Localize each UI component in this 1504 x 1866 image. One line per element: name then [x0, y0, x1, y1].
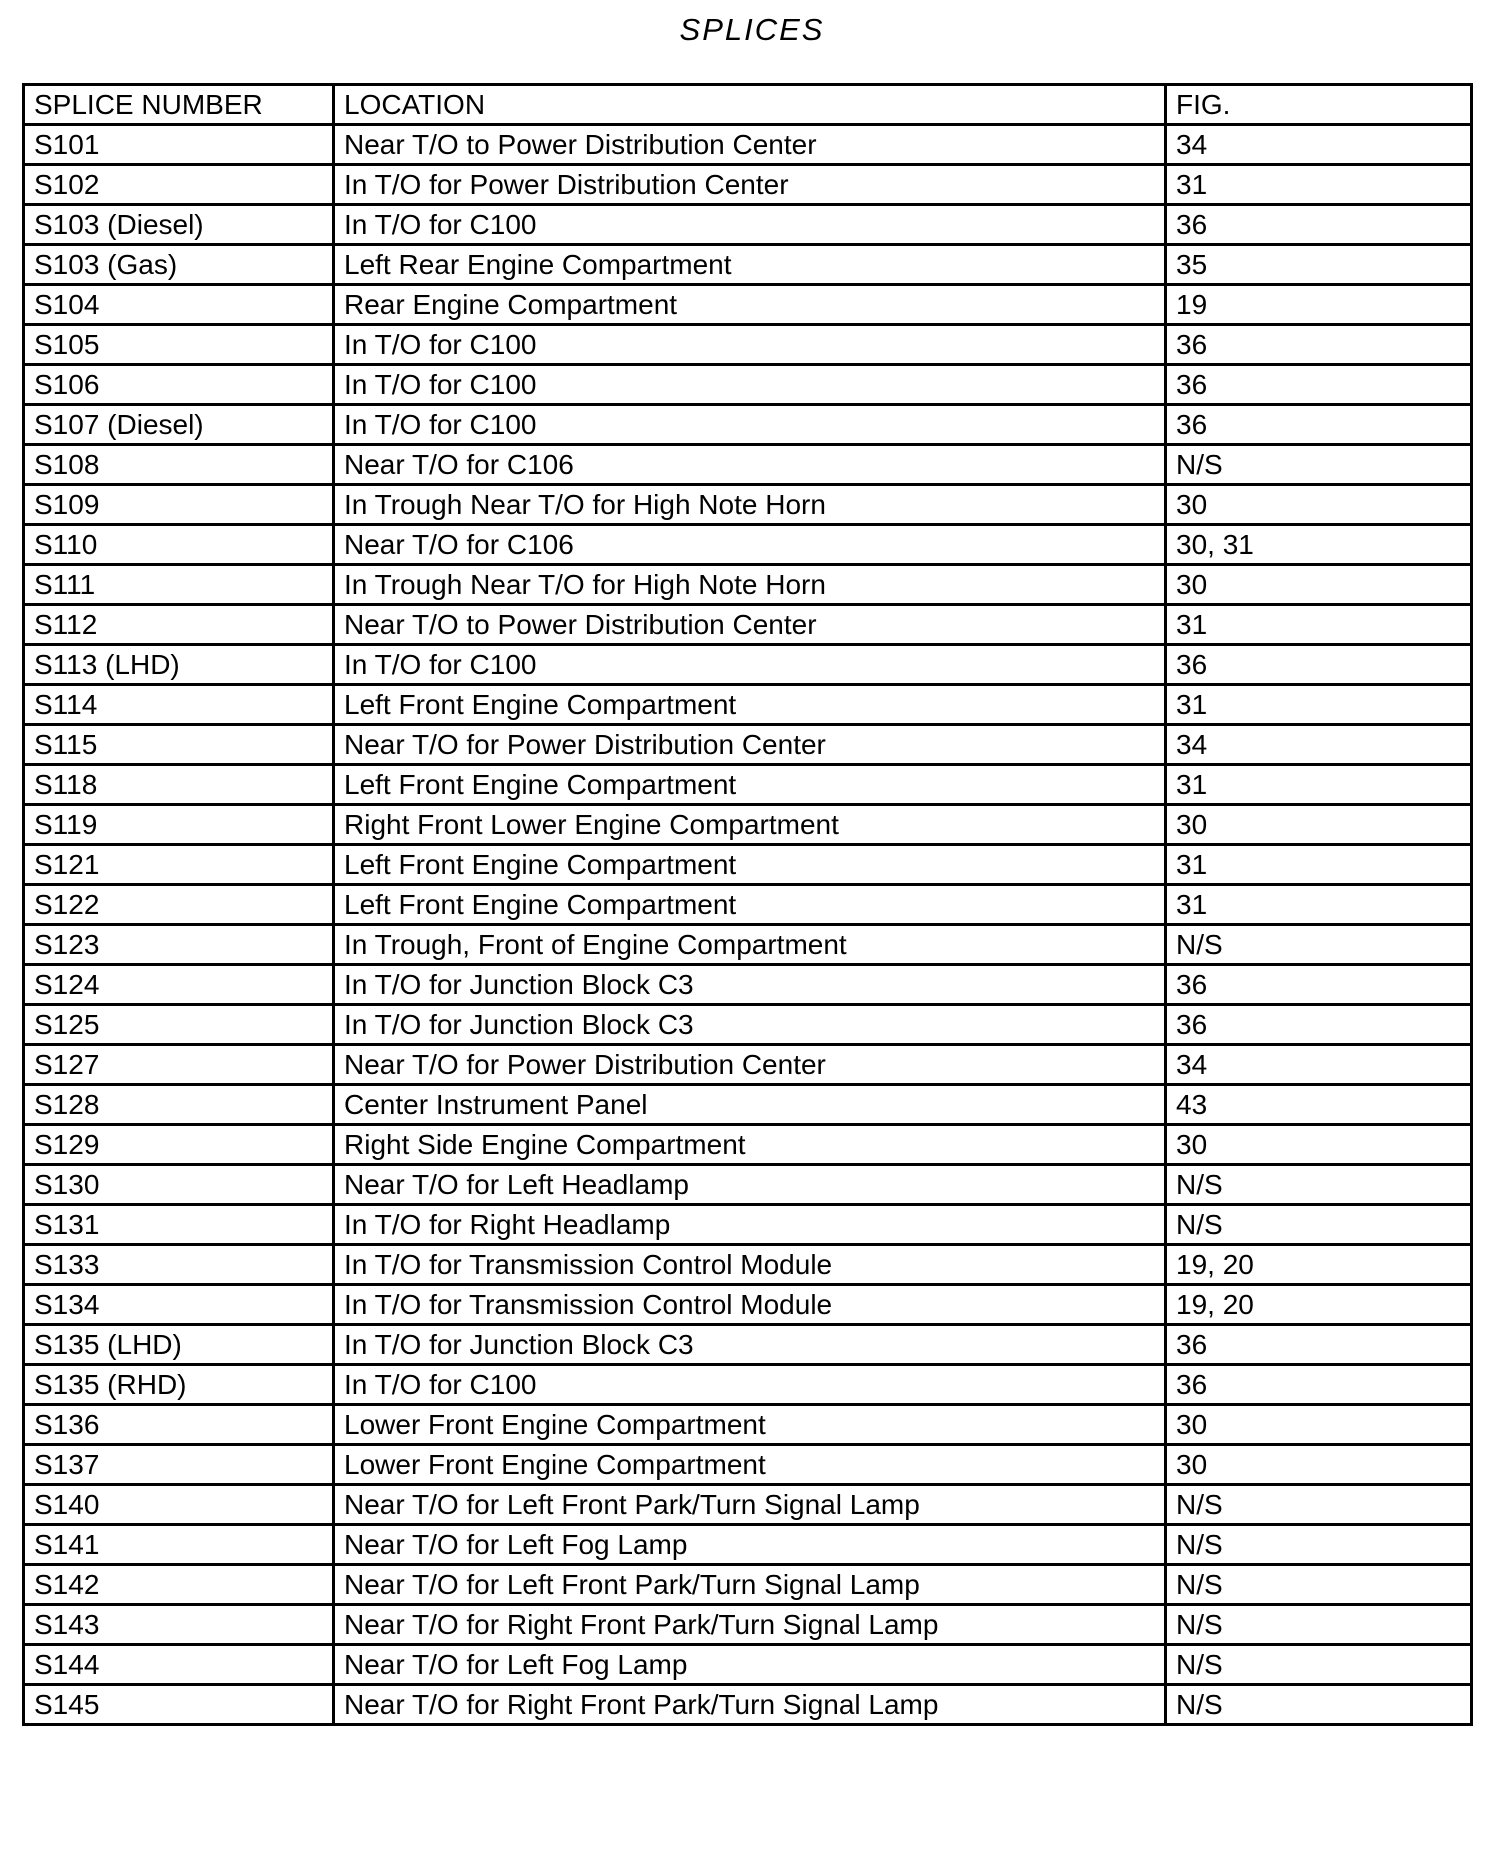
cell-location: Center Instrument Panel — [334, 1085, 1166, 1125]
table-row — [24, 805, 1472, 845]
cell-location: In T/O for C100 — [334, 645, 1166, 685]
cell-splice-number: S125 — [24, 1005, 334, 1045]
cell-splice-number: S127 — [24, 1045, 334, 1085]
cell-location: Rear Engine Compartment — [334, 285, 1166, 325]
cell-location: Near T/O for C106 — [334, 445, 1166, 485]
cell-location: Near T/O for Left Front Park/Turn Signal Lamp — [334, 1485, 1166, 1525]
cell-splice-number: S135 (LHD) — [24, 1325, 334, 1365]
cell-location: Near T/O to Power Distribution Center — [334, 605, 1166, 645]
cell-fig: 43 — [1166, 1085, 1472, 1125]
cell-splice-number: S145 — [24, 1685, 334, 1725]
table-row — [24, 205, 1472, 245]
cell-location: In T/O for C100 — [334, 205, 1166, 245]
cell-fig: 31 — [1166, 605, 1472, 645]
cell-fig: 30 — [1166, 1445, 1472, 1485]
table-row — [24, 605, 1472, 645]
table-row — [24, 965, 1472, 1005]
cell-location: Near T/O for Power Distribution Center — [334, 1045, 1166, 1085]
table-row — [24, 165, 1472, 205]
cell-fig: N/S — [1166, 1565, 1472, 1605]
cell-location: In T/O for C100 — [334, 405, 1166, 445]
table-row — [24, 1125, 1472, 1165]
table-row — [24, 1285, 1472, 1325]
cell-splice-number: S133 — [24, 1245, 334, 1285]
cell-fig: 31 — [1166, 765, 1472, 805]
cell-splice-number: S104 — [24, 285, 334, 325]
cell-location: Near T/O for Left Fog Lamp — [334, 1645, 1166, 1685]
header-location: LOCATION — [334, 85, 1166, 125]
cell-location: In T/O for Transmission Control Module — [334, 1245, 1166, 1285]
cell-location: In T/O for Junction Block C3 — [334, 1005, 1166, 1045]
cell-fig: 36 — [1166, 205, 1472, 245]
cell-location: Near T/O for C106 — [334, 525, 1166, 565]
cell-splice-number: S130 — [24, 1165, 334, 1205]
table-row — [24, 285, 1472, 325]
cell-splice-number: S140 — [24, 1485, 334, 1525]
cell-splice-number: S103 (Gas) — [24, 245, 334, 285]
cell-location: Near T/O for Left Fog Lamp — [334, 1525, 1166, 1565]
cell-fig: 19 — [1166, 285, 1472, 325]
cell-fig: 36 — [1166, 325, 1472, 365]
page-title: SPLICES — [679, 12, 825, 47]
cell-location: Near T/O for Right Front Park/Turn Signal Lamp — [334, 1605, 1166, 1645]
table-row — [24, 925, 1472, 965]
table-row — [24, 1525, 1472, 1565]
cell-splice-number: S129 — [24, 1125, 334, 1165]
table-row — [24, 325, 1472, 365]
cell-location: Left Front Engine Compartment — [334, 765, 1166, 805]
header-splice-number: SPLICE NUMBER — [24, 85, 334, 125]
cell-splice-number: S110 — [24, 525, 334, 565]
cell-splice-number: S135 (RHD) — [24, 1365, 334, 1405]
table-header-row — [24, 85, 1472, 125]
cell-location: In T/O for C100 — [334, 325, 1166, 365]
cell-location: Near T/O for Left Front Park/Turn Signal Lamp — [334, 1565, 1166, 1605]
cell-fig: 30 — [1166, 805, 1472, 845]
table-row — [24, 1645, 1472, 1685]
cell-location: In T/O for Transmission Control Module — [334, 1285, 1166, 1325]
table-row — [24, 765, 1472, 805]
cell-splice-number: S103 (Diesel) — [24, 205, 334, 245]
table-row — [24, 1045, 1472, 1085]
cell-splice-number: S122 — [24, 885, 334, 925]
table-row — [24, 1165, 1472, 1205]
cell-splice-number: S144 — [24, 1645, 334, 1685]
cell-location: Right Side Engine Compartment — [334, 1125, 1166, 1165]
cell-fig: 19, 20 — [1166, 1245, 1472, 1285]
cell-fig: 36 — [1166, 1005, 1472, 1045]
cell-splice-number: S114 — [24, 685, 334, 725]
table-row — [24, 1005, 1472, 1045]
cell-fig: 34 — [1166, 125, 1472, 165]
cell-splice-number: S121 — [24, 845, 334, 885]
cell-fig: 34 — [1166, 1045, 1472, 1085]
cell-splice-number: S101 — [24, 125, 334, 165]
cell-fig: 36 — [1166, 1365, 1472, 1405]
table-row — [24, 1445, 1472, 1485]
cell-splice-number: S111 — [24, 565, 334, 605]
cell-splice-number: S136 — [24, 1405, 334, 1445]
cell-splice-number: S115 — [24, 725, 334, 765]
cell-fig: 30 — [1166, 485, 1472, 525]
cell-splice-number: S108 — [24, 445, 334, 485]
cell-fig: 36 — [1166, 405, 1472, 445]
table-row — [24, 405, 1472, 445]
table-row — [24, 725, 1472, 765]
cell-splice-number: S131 — [24, 1205, 334, 1245]
cell-location: Near T/O for Right Front Park/Turn Signal Lamp — [334, 1685, 1166, 1725]
table-row — [24, 1685, 1472, 1725]
cell-location: Near T/O to Power Distribution Center — [334, 125, 1166, 165]
cell-fig: 31 — [1166, 165, 1472, 205]
table-row — [24, 1605, 1472, 1645]
table-body — [24, 125, 1472, 1725]
cell-fig: 30 — [1166, 1405, 1472, 1445]
cell-splice-number: S105 — [24, 325, 334, 365]
cell-fig: N/S — [1166, 445, 1472, 485]
cell-splice-number: S113 (LHD) — [24, 645, 334, 685]
table-row — [24, 1325, 1472, 1365]
cell-fig: N/S — [1166, 1525, 1472, 1565]
table-row — [24, 885, 1472, 925]
cell-splice-number: S112 — [24, 605, 334, 645]
table-row — [24, 1565, 1472, 1605]
cell-fig: 31 — [1166, 885, 1472, 925]
table-row — [24, 1365, 1472, 1405]
cell-location: In T/O for Right Headlamp — [334, 1205, 1166, 1245]
cell-splice-number: S106 — [24, 365, 334, 405]
table-row — [24, 125, 1472, 165]
cell-location: Left Front Engine Compartment — [334, 885, 1166, 925]
table-row — [24, 685, 1472, 725]
cell-fig: 34 — [1166, 725, 1472, 765]
cell-splice-number: S137 — [24, 1445, 334, 1485]
cell-fig: N/S — [1166, 1205, 1472, 1245]
cell-splice-number: S141 — [24, 1525, 334, 1565]
table-row — [24, 245, 1472, 285]
cell-fig: N/S — [1166, 925, 1472, 965]
table-row — [24, 1485, 1472, 1525]
cell-location: Right Front Lower Engine Compartment — [334, 805, 1166, 845]
table-row — [24, 1085, 1472, 1125]
table-row — [24, 365, 1472, 405]
cell-location: In Trough Near T/O for High Note Horn — [334, 485, 1166, 525]
cell-fig: 36 — [1166, 645, 1472, 685]
cell-location: In T/O for Power Distribution Center — [334, 165, 1166, 205]
cell-fig: N/S — [1166, 1685, 1472, 1725]
cell-fig: N/S — [1166, 1485, 1472, 1525]
cell-fig: 35 — [1166, 245, 1472, 285]
table-row — [24, 485, 1472, 525]
cell-location: Lower Front Engine Compartment — [334, 1405, 1166, 1445]
table-row — [24, 565, 1472, 605]
cell-location: In T/O for Junction Block C3 — [334, 1325, 1166, 1365]
cell-fig: 36 — [1166, 965, 1472, 1005]
cell-location: Left Front Engine Compartment — [334, 845, 1166, 885]
table-row — [24, 445, 1472, 485]
cell-fig: 36 — [1166, 1325, 1472, 1365]
cell-location: Lower Front Engine Compartment — [334, 1445, 1166, 1485]
table-row — [24, 525, 1472, 565]
cell-fig: 30, 31 — [1166, 525, 1472, 565]
cell-location: In T/O for Junction Block C3 — [334, 965, 1166, 1005]
cell-location: In T/O for C100 — [334, 365, 1166, 405]
cell-fig: 30 — [1166, 1125, 1472, 1165]
splices-table — [22, 83, 1473, 1726]
cell-fig: N/S — [1166, 1165, 1472, 1205]
cell-location: Left Front Engine Compartment — [334, 685, 1166, 725]
cell-location: Near T/O for Power Distribution Center — [334, 725, 1166, 765]
cell-location: In Trough, Front of Engine Compartment — [334, 925, 1166, 965]
cell-fig: N/S — [1166, 1645, 1472, 1685]
cell-fig: 36 — [1166, 365, 1472, 405]
cell-splice-number: S119 — [24, 805, 334, 845]
cell-splice-number: S109 — [24, 485, 334, 525]
cell-splice-number: S124 — [24, 965, 334, 1005]
cell-splice-number: S128 — [24, 1085, 334, 1125]
cell-fig: 19, 20 — [1166, 1285, 1472, 1325]
table-row — [24, 845, 1472, 885]
cell-location: Left Rear Engine Compartment — [334, 245, 1166, 285]
cell-location: In Trough Near T/O for High Note Horn — [334, 565, 1166, 605]
cell-fig: 31 — [1166, 685, 1472, 725]
cell-fig: 31 — [1166, 845, 1472, 885]
cell-location: In T/O for C100 — [334, 1365, 1166, 1405]
cell-fig: N/S — [1166, 1605, 1472, 1645]
cell-splice-number: S134 — [24, 1285, 334, 1325]
cell-fig: 30 — [1166, 565, 1472, 605]
cell-splice-number: S107 (Diesel) — [24, 405, 334, 445]
cell-splice-number: S142 — [24, 1565, 334, 1605]
cell-splice-number: S123 — [24, 925, 334, 965]
table-row — [24, 1405, 1472, 1445]
header-fig: FIG. — [1166, 85, 1472, 125]
cell-splice-number: S102 — [24, 165, 334, 205]
table-row — [24, 1205, 1472, 1245]
table-row — [24, 645, 1472, 685]
table-row — [24, 1245, 1472, 1285]
cell-location: Near T/O for Left Headlamp — [334, 1165, 1166, 1205]
cell-splice-number: S143 — [24, 1605, 334, 1645]
cell-splice-number: S118 — [24, 765, 334, 805]
